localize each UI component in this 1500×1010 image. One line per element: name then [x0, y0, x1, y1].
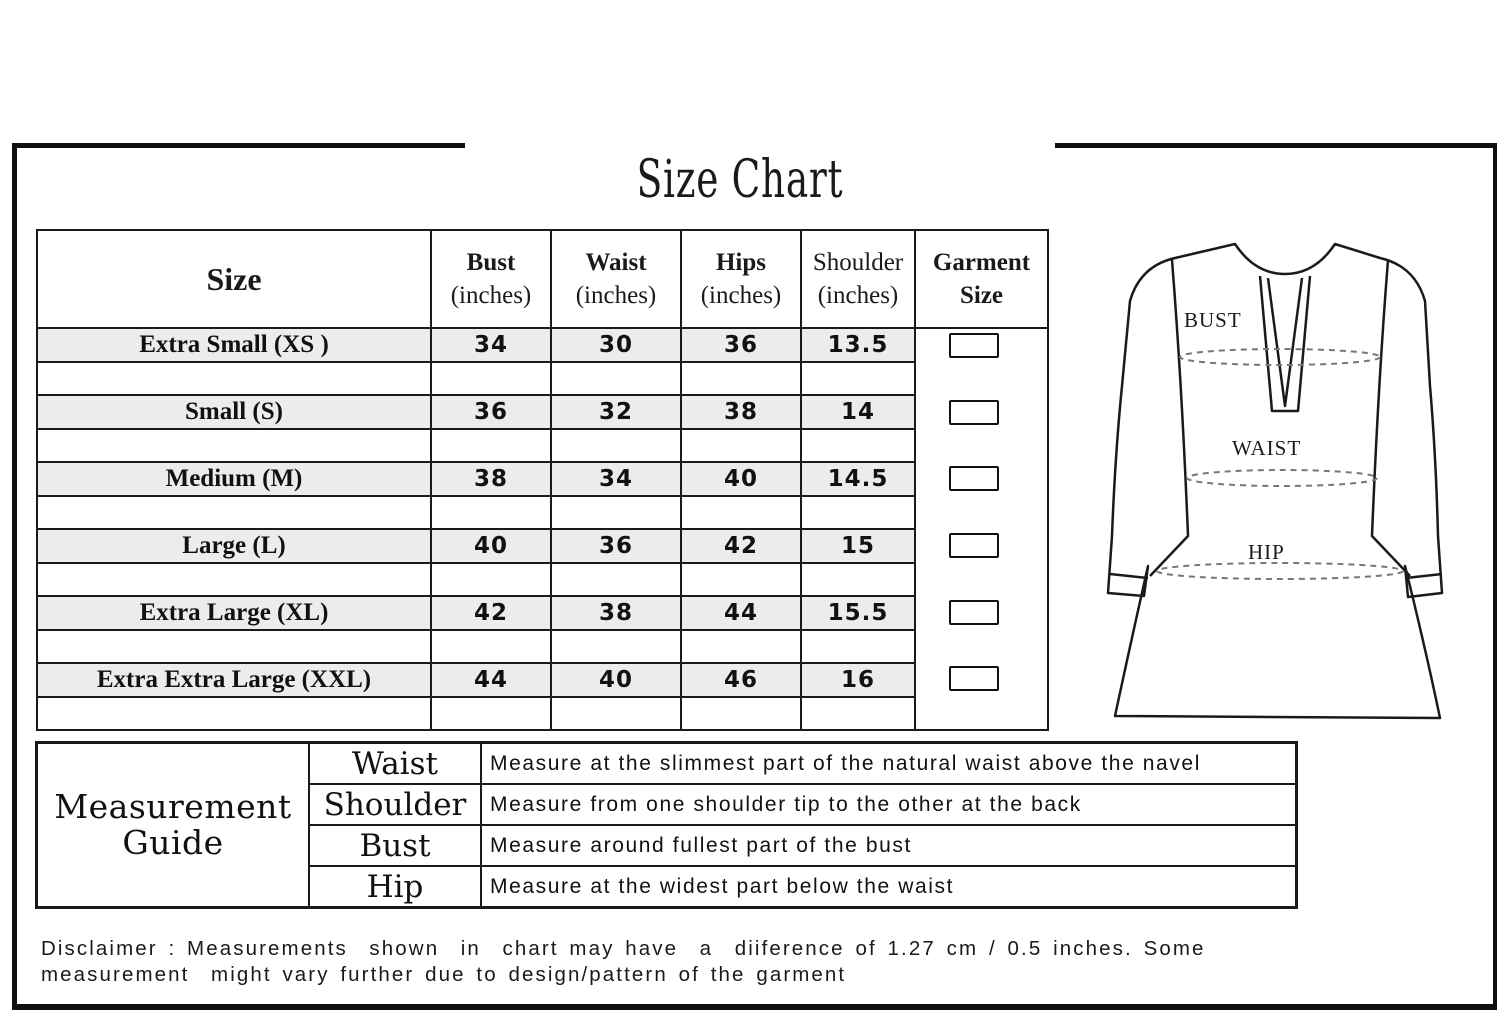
shoulder-value: 14.5 — [801, 462, 915, 496]
garment-outline-icon — [1108, 244, 1442, 718]
guide-row — [37, 743, 1297, 785]
size-table — [36, 229, 1049, 731]
placket-outer — [1260, 276, 1310, 411]
bust-value: 36 — [431, 395, 551, 429]
size-name: Extra Extra Large (XXL) — [37, 663, 431, 697]
garment-size-column — [915, 328, 1048, 730]
header-shoulder-label: Shoulder — [812, 249, 904, 276]
garment-size-checkbox-l[interactable] — [949, 533, 999, 558]
guide-description: Measure from one shoulder tip to the other at the back — [481, 784, 1297, 825]
bust-value: 34 — [431, 328, 551, 362]
header-hips — [681, 230, 801, 328]
hips-value: 38 — [681, 395, 801, 429]
size-name: Small (S) — [37, 395, 431, 429]
header-garment-sub: Size — [959, 282, 1004, 309]
header-bust-label: Bust — [466, 249, 516, 276]
header-waist-unit: (inches) — [575, 282, 657, 309]
guide-label: Bust — [309, 825, 481, 866]
garment-diagram — [1100, 236, 1460, 726]
waist-measure-line-icon — [1187, 470, 1377, 486]
garment-size-checkbox-s[interactable] — [949, 400, 999, 425]
page-title: Size Chart — [636, 150, 844, 210]
garment-size-checkbox-m[interactable] — [949, 466, 999, 491]
waist-value: 38 — [551, 596, 681, 630]
spacer-row — [37, 496, 1048, 529]
right-sleeve-seam — [1372, 260, 1410, 576]
garment-size-checkbox-xxl[interactable] — [949, 666, 999, 691]
header-bust — [431, 230, 551, 328]
size-name: Extra Small (XS ) — [37, 328, 431, 362]
hip-label: HIP — [1248, 540, 1285, 564]
hip-measure-line-icon — [1157, 563, 1403, 579]
spacer-row — [37, 429, 1048, 462]
waist-value: 30 — [551, 328, 681, 362]
table-row — [37, 328, 1048, 362]
header-garment-label: Garment — [932, 249, 1031, 276]
waist-value: 32 — [551, 395, 681, 429]
table-row — [37, 395, 1048, 429]
table-row — [37, 462, 1048, 496]
placket-inner — [1268, 278, 1302, 406]
header-hips-unit: (inches) — [700, 282, 782, 309]
guide-description: Measure around fullest part of the bust — [481, 825, 1297, 866]
shoulder-value: 16 — [801, 663, 915, 697]
size-name: Extra Large (XL) — [37, 596, 431, 630]
guide-description: Measure at the slimmest part of the natural waist above the navel — [481, 743, 1297, 785]
disclaimer-line1: Disclaimer : Measurements shown in chart may have a diiference of 1.27 cm / 0.5 inches. Some — [41, 937, 1206, 960]
bust-value: 44 — [431, 663, 551, 697]
waist-value: 36 — [551, 529, 681, 563]
waist-value: 40 — [551, 663, 681, 697]
hips-value: 40 — [681, 462, 801, 496]
hips-value: 46 — [681, 663, 801, 697]
guide-description: Measure at the widest part below the waist — [481, 866, 1297, 908]
hips-value: 36 — [681, 328, 801, 362]
header-shoulder — [801, 230, 915, 328]
spacer-row — [37, 697, 1048, 730]
measurement-guide — [35, 741, 1298, 909]
guide-heading-line2: Guide — [122, 823, 224, 862]
size-name: Large (L) — [37, 529, 431, 563]
shoulder-value: 15 — [801, 529, 915, 563]
disclaimer — [41, 936, 1461, 988]
left-sleeve-seam — [1150, 260, 1188, 576]
spacer-row — [37, 563, 1048, 596]
hips-value: 44 — [681, 596, 801, 630]
waist-value: 34 — [551, 462, 681, 496]
bust-label: BUST — [1184, 308, 1242, 332]
table-row — [37, 596, 1048, 630]
spacer-row — [37, 630, 1048, 663]
guide-heading — [37, 743, 310, 908]
table-row — [37, 529, 1048, 563]
header-bust-unit: (inches) — [450, 282, 532, 309]
bust-value: 40 — [431, 529, 551, 563]
table-row — [37, 663, 1048, 697]
table-header-row — [37, 230, 1048, 328]
shoulder-value: 13.5 — [801, 328, 915, 362]
header-size: Size — [37, 230, 431, 328]
waist-label: WAIST — [1232, 436, 1302, 460]
bust-value: 42 — [431, 596, 551, 630]
shoulder-value: 14 — [801, 395, 915, 429]
header-shoulder-unit: (inches) — [817, 282, 899, 309]
header-waist-label: Waist — [585, 249, 647, 276]
garment-size-checkbox-xl[interactable] — [949, 600, 999, 625]
hips-value: 42 — [681, 529, 801, 563]
guide-heading-line1: Measurement — [54, 787, 292, 826]
disclaimer-line2: measurement might vary further due to design/pattern of the garment — [41, 963, 847, 986]
bust-value: 38 — [431, 462, 551, 496]
header-waist — [551, 230, 681, 328]
size-name: Medium (M) — [37, 462, 431, 496]
garment-size-checkbox-xs[interactable] — [949, 333, 999, 358]
guide-label: Waist — [309, 743, 481, 785]
guide-label: Hip — [309, 866, 481, 908]
guide-label: Shoulder — [309, 784, 481, 825]
title-backdrop — [465, 141, 1055, 149]
shoulder-value: 15.5 — [801, 596, 915, 630]
spacer-row — [37, 362, 1048, 395]
header-garment-size — [915, 230, 1048, 328]
header-hips-label: Hips — [715, 249, 767, 276]
